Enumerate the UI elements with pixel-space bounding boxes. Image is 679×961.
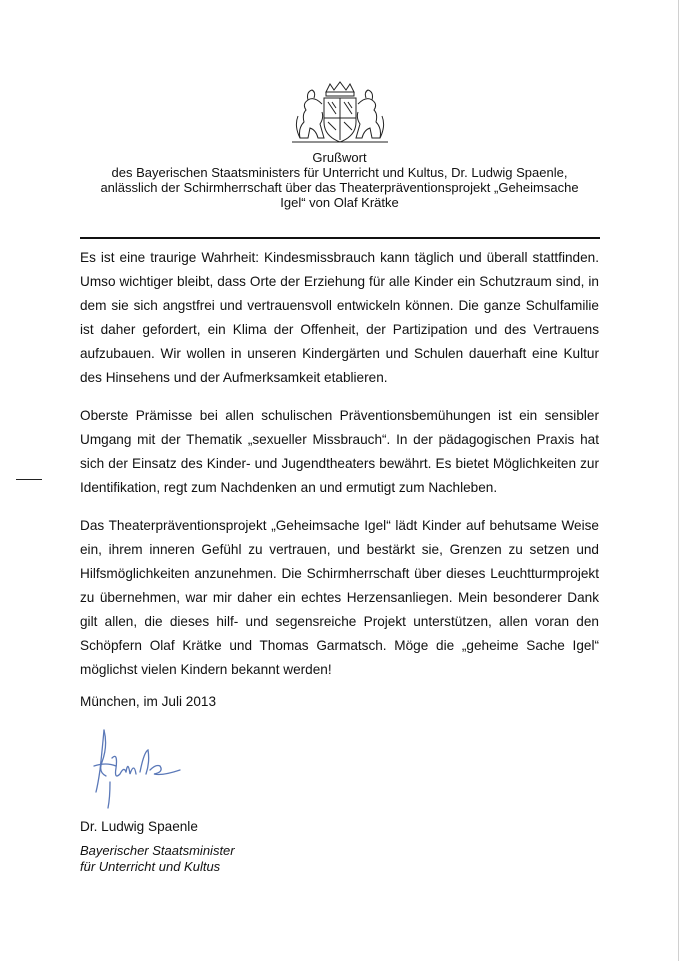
paragraph-2: Oberste Prämisse bei allen schulischen Präventionsbemühungen ist ein sensibler Umgang mit der Thematik „sexueller Missbrauch“. In der pädagogischen Praxis hat sich der Einsatz des Kinder- und Jugendtheaters bewährt. Es bietet Möglichkeiten zur Identifikation, regt zum Nachdenken an und ermutigt zum Nachleben. bbox=[80, 408, 599, 495]
place-date: München, im Juli 2013 bbox=[80, 694, 217, 709]
paragraph-1: Es ist eine traurige Wahrheit: Kindesmissbrauch kann täglich und überall stattfinden. Umso wichtiger bleibt, dass Orte der Erziehung für alle Kinder ein Schutzraum sind, in dem sie sich angstfrei und vertrauensvoll entwickeln können. Die ganze Schulfamilie ist daher gefordert, ein Klima der Offenheit, der Partizipation und des Vertrauens aufzubauen. Wir wollen in unseren Kindergärten und Schulen dauerhaft eine Kultur des Hinsehens und der Aufmerksamkeit etablieren. bbox=[80, 250, 599, 385]
signatory-role-line-2: für Unterricht und Kultus bbox=[80, 859, 221, 874]
signatory-role-line-1: Bayerischer Staatsminister bbox=[80, 843, 235, 858]
letter-body bbox=[80, 246, 599, 696]
signatory-name: Dr. Ludwig Spaenle bbox=[80, 819, 198, 834]
header-divider bbox=[80, 237, 600, 239]
fold-mark bbox=[16, 479, 42, 480]
greeting-title: Grußwort bbox=[312, 150, 367, 165]
greeting-header bbox=[80, 150, 599, 210]
bavarian-coat-of-arms-icon bbox=[288, 78, 392, 146]
paragraph-3: Das Theaterpräventionsprojekt „Geheimsache Igel“ lädt Kinder auf behutsame Weise ein, ihrem inneren Gefühl zu vertrauen, und bestärkt sie, Grenzen zu setzen und Hilfsmöglichkeiten anzunehmen. Die Schirmherrschaft über dieses Leuchtturmprojekt zu übernehmen, war mir daher ein echtes Herzensanliegen. Mein besonderer Dank gilt allen, die dieses hilf- und segensreiche Projekt unterstützen, allen voran den Schöpfern Olaf Krätke und Thomas Garmatsch. Möge die „geheime Sache Igel“ möglichst vielen Kindern bekannt werden! bbox=[80, 518, 599, 677]
greeting-subtitle-line-2: anlässlich der Schirmherrschaft über das Theaterpräventionsprojekt „Geheimsache bbox=[100, 180, 579, 195]
handwritten-signature bbox=[90, 722, 200, 812]
greeting-subtitle-line-1: des Bayerischen Staatsministers für Unterricht und Kultus, Dr. Ludwig Spaenle, bbox=[111, 165, 568, 180]
greeting-subtitle-line-3: Igel“ von Olaf Krätke bbox=[280, 195, 399, 210]
signatory-role bbox=[80, 843, 235, 875]
